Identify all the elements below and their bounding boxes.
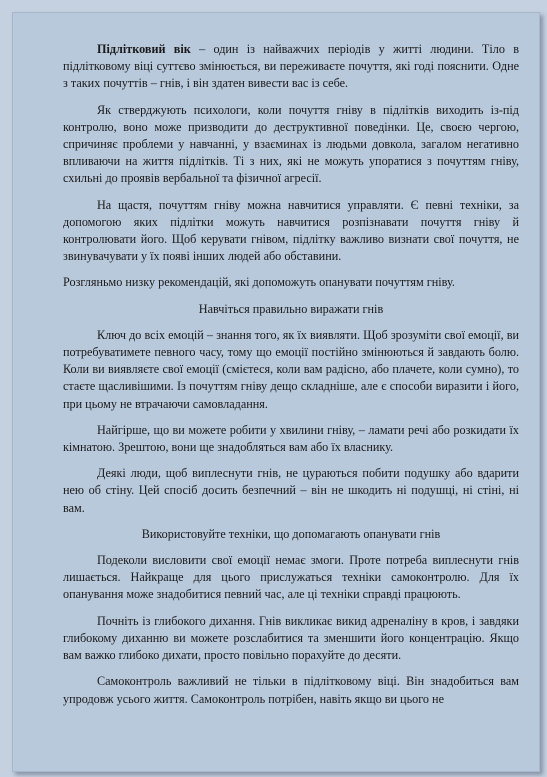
paragraph-recommendations: Розгляньмо низку рекомендацій, які допоможуть опанувати почуттям гніву. xyxy=(63,275,455,290)
paragraph-self-control-techniques: Подеколи висловити свої емоції немає змоги. Проте потреба виплеснути гнів лишається. Найкраще для цього прислужаться техніки самоконтролю. Для їх опанування може знадобитися певний час, але ці техніки справді працюють. xyxy=(63,553,519,602)
document-body xyxy=(63,41,519,717)
paragraph-intro-text: – один із найважчих періодів у житті людини. Тіло в підлітковому віці суттєво змінюється, ви переживаєте почуття, які годі пояснити. Одне з таких почуттів – гнів, і він здатен вивести вас із себе. xyxy=(63,42,519,91)
paragraph-fortunately: На щастя, почуттям гніву можна навчитися управляти. Є певні техніки, за допомогою яких підлітки можуть навчитися розпізнавати почуття гніву й контролювати його. Щоб керувати гнівом, підлітку важливо визнати свої почуття, не звинувачувати у їх появі інших людей або обставини. xyxy=(63,197,519,264)
paragraph-pillow: Деякі люди, щоб виплеснути гнів, не цураються побити подушку або вдарити нею об стіну. Цей спосіб досить безпечний – він не шкодить ні подушці, ні стіні, ні вам. xyxy=(63,466,519,515)
paragraph-breathing: Почніть із глибокого дихання. Гнів викликає викид адреналіну в кров, і завдяки глибокому диханню ви можете розслабитися та зменшити його концентрацію. Якщо вам важко глибоко дихати, просто повільно порахуйте до десяти. xyxy=(63,613,519,663)
section-heading-express: Навчіться правильно виражати гнів xyxy=(198,301,384,316)
paragraph-intro-bold: Підлітковий вік xyxy=(97,42,191,56)
paragraph-worst: Найгірше, що ви можете робити у хвилини гніву, – ламати речі або розкидати їх кімнатою. Зрештою, вони ще знадобляться вам або їх власнику. xyxy=(63,422,519,455)
document-page xyxy=(12,12,540,772)
paragraph-self-control-life: Самоконтроль важливий не тільки в підлітковому віці. Він знадобиться вам упродовж усього життя. Самоконтроль потрібен, навіть якщо ви цього не xyxy=(63,674,519,706)
paragraph-psychologists: Як стверджують психологи, коли почуття гніву в підлітків виходить із-під контролю, воно може призводити до деструктивної поведінки. Це, своєю чергою, спричиняє проблеми у навчанні, у взаєминах із людьми довкола, загалом негативно впливаючи на життя підлітків. Ті з них, які не можуть упоратися з почуттям гніву, схильні до проявів вербальної та фізичної агресії. xyxy=(63,102,519,186)
paragraph-key-emotions: Ключ до всіх емоцій – знання того, як їх виявляти. Щоб зрозуміти свої емоції, ви потребуватимете певного часу, тому що емоції постійно змінюються й завдають болю. Коли ви виявляєте свої емоції (смієтеся, коли вам радісно, або плачете, коли сумно), то стаєте щасливішими. Із почуттям гніву дещо складніше, але є способи виразити і його, при цьому не втрачаючи самовладання. xyxy=(63,327,519,411)
paragraph-intro xyxy=(63,41,519,93)
section-heading-techniques: Використовуйте техніки, що допомагають опанувати гнів xyxy=(141,526,441,541)
